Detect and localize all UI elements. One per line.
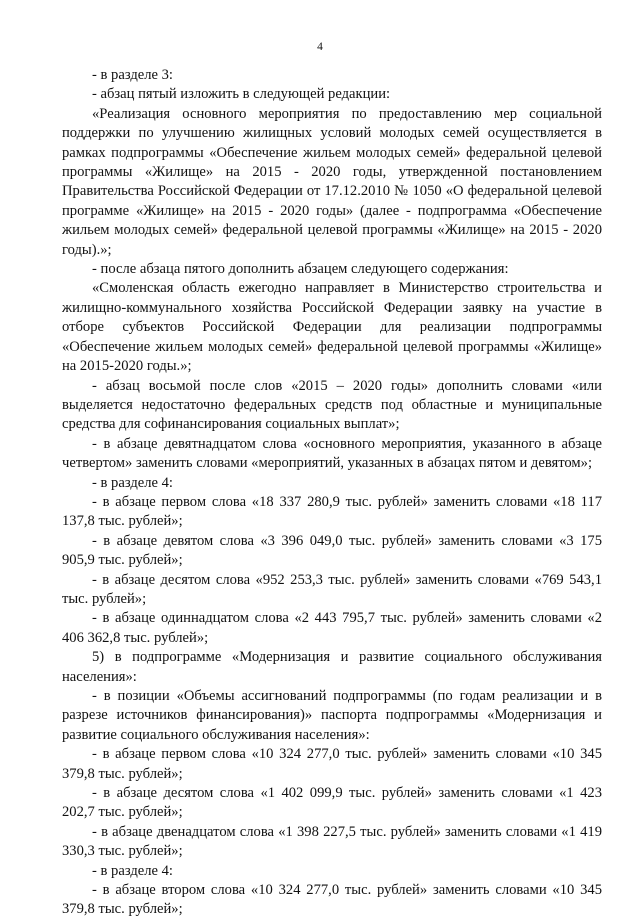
paragraph: - в абзаце девятом слова «3 396 049,0 тыс. рублей» заменить словами «3 175 905,9 тыс. рублей»;: [62, 532, 602, 569]
paragraph: - в позиции «Объемы ассигнований подпрограммы (по годам реализации и в разрезе источников финансирования)» паспорта подпрограммы «Модернизация и развитие социального обслуживания населения»:: [62, 688, 602, 743]
paragraph: - после абзаца пятого дополнить абзацем следующего содержания:: [92, 261, 509, 278]
paragraph: - в абзаце двенадцатом слова «1 398 227,5 тыс. рублей» заменить словами «1 419 330,3 тыс. рублей»;: [62, 823, 602, 860]
paragraph: - в абзаце десятом слова «1 402 099,9 тыс. рублей» заменить словами «1 423 202,7 тыс. рублей»;: [62, 785, 602, 821]
paragraph: - в разделе 4:: [92, 474, 173, 491]
paragraph: 5) в подпрограмме «Модернизация и развитие социального обслуживания населения»:: [62, 649, 602, 685]
paragraph: - в разделе 3:: [92, 67, 173, 83]
paragraph: - в абзаце первом слова «18 337 280,9 тыс. рублей» заменить словами «18 117 137,8 тыс. рублей»;: [62, 493, 602, 530]
paragraph: «Реализация основного мероприятия по предоставлению мер социальной поддержки по улучшению жилищных условий молодых семей осуществляется в рамках подпрограммы «Обеспечение жильем молодых семей» федеральной целевой программы «Жилище» на 2015 - 2020 годы, утвержденной постановлением Правительства Российской Федерации от 17.12.2010 № 1050 «О федеральной целевой программе «Жилище» на 2015 - 2020 годы» (далее - подпрограмма «Обеспечение жильем молодых семей» федеральной целевой программы «Жилище» на 2015 - 2020 годы).»;: [62, 105, 602, 258]
paragraph: - в абзаце первом слова «10 324 277,0 тыс. рублей» заменить словами «10 345 379,8 тыс. рублей»;: [62, 746, 602, 782]
paragraph: - в абзаце десятом слова «952 253,3 тыс. рублей» заменить словами «769 543,1 тыс. рублей»;: [62, 571, 602, 607]
paragraph: - абзац восьмой после слов «2015 – 2020 годы» дополнить словами «или выделяется недостаточно федеральных средств под областные и муниципальные средства для софинансирования социальных выплат»;: [62, 377, 602, 433]
paragraph: - в абзаце девятнадцатом слова «основного мероприятия, указанного в абзаце четвертом» заменить словами «мероприятий, указанных в абзацах пятом и девятом»;: [62, 435, 602, 472]
page-number: 4: [317, 41, 323, 53]
paragraph: «Смоленская область ежегодно направляет в Министерство строительства и жилищно-коммунального хозяйства Российской Федерации заявку на участие в отборе субъектов Российской Федерации для реализации подпрограммы «Обеспечение жильем молодых семей» федеральной целевой программы «Жилище» на 2015-2020 годы.»;: [62, 280, 602, 375]
paragraph: - абзац пятый изложить в следующей редакции:: [92, 86, 391, 103]
paragraph: - в разделе 4:: [92, 862, 173, 879]
paragraph: - в абзаце втором слова «10 324 277,0 тыс. рублей» заменить словами «10 345 379,8 тыс. рублей»;: [62, 882, 602, 918]
paragraph: - в абзаце одиннадцатом слова «2 443 795,7 тыс. рублей» заменить словами «2 406 362,8 тыс. рублей»;: [62, 610, 602, 646]
document-body: [62, 66, 602, 920]
